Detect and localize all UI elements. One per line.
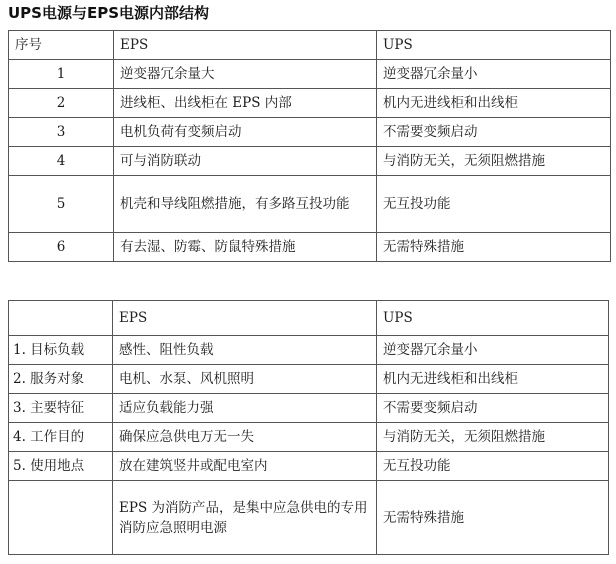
table-row bbox=[9, 452, 609, 481]
eps-cell: 放在建筑竖井或配电室内 bbox=[113, 452, 377, 481]
eps-cell: 机壳和导线阻燃措施，有多路互投功能 bbox=[114, 176, 377, 233]
eps-cell: 确保应急供电万无一失 bbox=[113, 423, 377, 452]
row-number: 4 bbox=[9, 147, 114, 176]
row-number: 5 bbox=[9, 176, 114, 233]
header-cell: 序号 bbox=[9, 31, 114, 60]
table-row bbox=[9, 89, 611, 118]
eps-cell: 电机、水泵、风机照明 bbox=[113, 365, 377, 394]
header-cell: EPS bbox=[114, 31, 377, 60]
ups-cell: 与消防无关，无须阻燃措施 bbox=[377, 147, 611, 176]
row-label: 4. 工作目的 bbox=[9, 423, 113, 452]
page-title: UPS电源与EPS电源内部结构 bbox=[8, 4, 210, 22]
ups-cell: 无需特殊措施 bbox=[377, 233, 611, 262]
table-row bbox=[9, 481, 609, 555]
row-label: 3. 主要特征 bbox=[9, 394, 113, 423]
table-row bbox=[9, 365, 609, 394]
ups-cell: 逆变器冗余量小 bbox=[377, 336, 609, 365]
table-row bbox=[9, 336, 609, 365]
ups-cell: 机内无进线柜和出线柜 bbox=[377, 365, 609, 394]
eps-cell: 有去湿、防霉、防鼠特殊措施 bbox=[114, 233, 377, 262]
eps-cell: 适应负载能力强 bbox=[113, 394, 377, 423]
eps-cell: 感性、阻性负载 bbox=[113, 336, 377, 365]
comparison-table-2 bbox=[8, 300, 609, 555]
ups-cell: 无互投功能 bbox=[377, 176, 611, 233]
ups-cell: 无需特殊措施 bbox=[377, 481, 609, 555]
eps-cell: 进线柜、出线柜在 EPS 内部 bbox=[114, 89, 377, 118]
ups-cell: 不需要变频启动 bbox=[377, 394, 609, 423]
row-label: 2. 服务对象 bbox=[9, 365, 113, 394]
comparison-table-1 bbox=[8, 30, 611, 262]
header-cell: UPS bbox=[377, 301, 609, 336]
table-row bbox=[9, 118, 611, 147]
header-cell: UPS bbox=[377, 31, 611, 60]
eps-cell: 可与消防联动 bbox=[114, 147, 377, 176]
eps-cell: 电机负荷有变频启动 bbox=[114, 118, 377, 147]
table-row bbox=[9, 176, 611, 233]
table-row bbox=[9, 60, 611, 89]
row-label: 5. 使用地点 bbox=[9, 452, 113, 481]
table-header-row bbox=[9, 301, 609, 336]
table-row bbox=[9, 147, 611, 176]
ups-cell: 不需要变频启动 bbox=[377, 118, 611, 147]
ups-cell: 无互投功能 bbox=[377, 452, 609, 481]
row-label: 1. 目标负载 bbox=[9, 336, 113, 365]
ups-cell: 与消防无关，无须阻燃措施 bbox=[377, 423, 609, 452]
eps-cell: 逆变器冗余量大 bbox=[114, 60, 377, 89]
row-number: 1 bbox=[9, 60, 114, 89]
row-number: 6 bbox=[9, 233, 114, 262]
row-number: 2 bbox=[9, 89, 114, 118]
table-header-row bbox=[9, 31, 611, 60]
ups-cell: 机内无进线柜和出线柜 bbox=[377, 89, 611, 118]
eps-cell: EPS 为消防产品，是集中应急供电的专用消防应急照明电源 bbox=[113, 481, 377, 555]
table-row bbox=[9, 394, 609, 423]
table-row bbox=[9, 233, 611, 262]
header-cell: EPS bbox=[113, 301, 377, 336]
row-number: 3 bbox=[9, 118, 114, 147]
ups-cell: 逆变器冗余量小 bbox=[377, 60, 611, 89]
table-row bbox=[9, 423, 609, 452]
header-cell bbox=[9, 301, 113, 336]
row-label bbox=[9, 481, 113, 555]
